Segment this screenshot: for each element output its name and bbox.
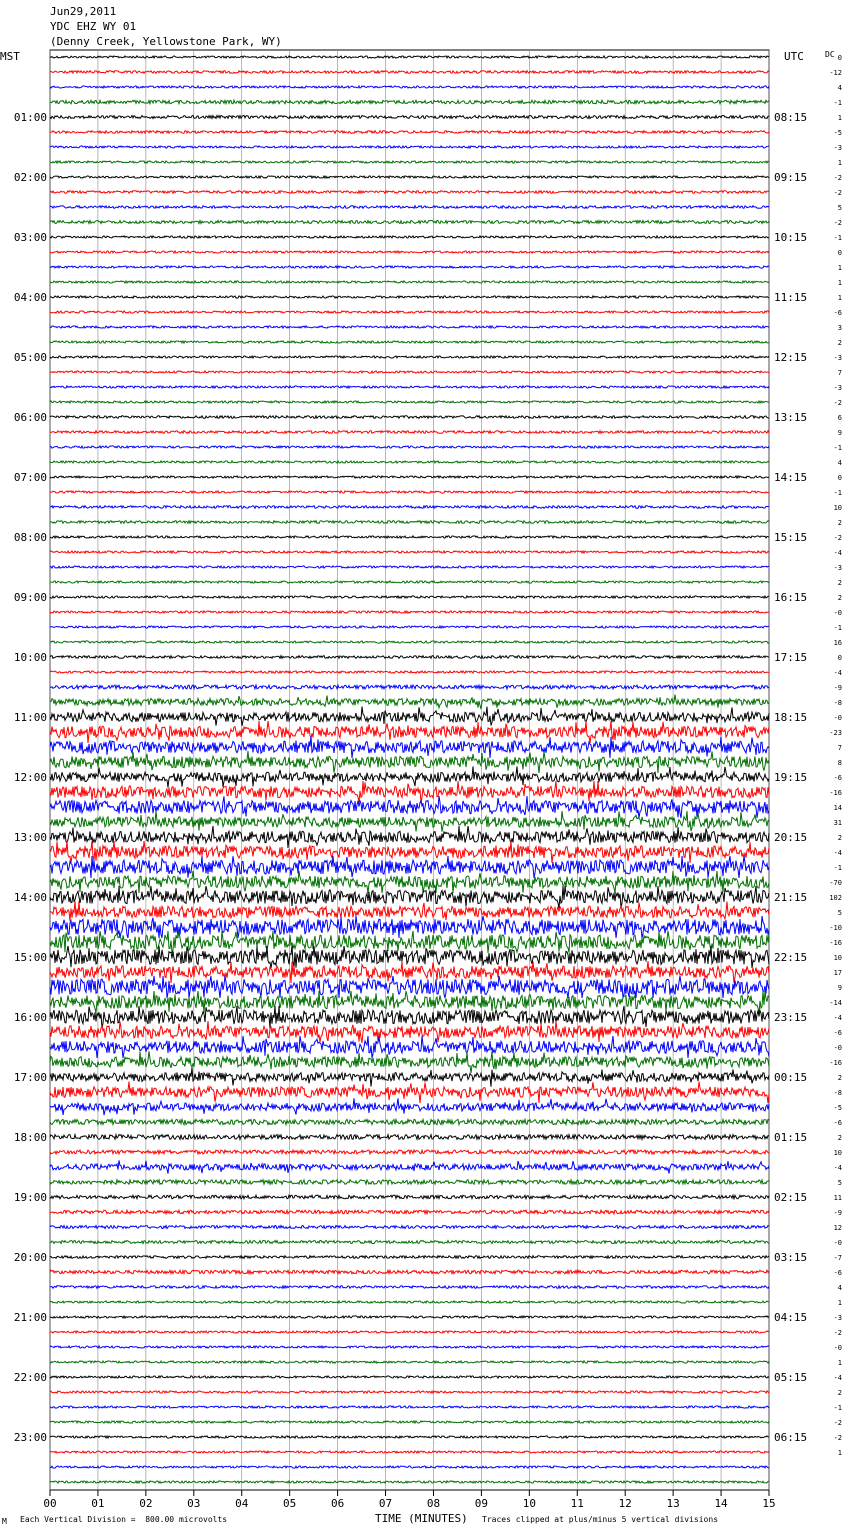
right-hour-label: 11:15 [774,291,808,304]
dc-offset-label: -7 [833,1254,842,1262]
seismic-trace [50,506,769,509]
x-tick-label: 02 [139,1497,153,1510]
dc-offset-label: 0 [837,474,842,482]
dc-offset-label: 10 [833,1149,842,1157]
right-hour-label: 01:15 [774,1131,808,1144]
dc-offset-label: -2 [833,174,842,182]
seismic-trace [50,976,769,998]
seismic-trace [50,781,769,803]
dc-offset-label: 31 [833,819,842,827]
seismic-trace [50,931,769,953]
seismic-trace [50,1119,769,1124]
dc-offset-label: -10 [829,924,842,932]
right-hour-label: 15:15 [774,531,808,544]
dc-offset-label: -3 [833,1314,842,1322]
seismic-trace [50,886,769,908]
x-tick-label: 15 [762,1497,776,1510]
dc-offset-label: 14 [833,804,842,812]
dc-offset-label: -16 [829,939,842,947]
left-hour-label: 16:00 [13,1011,47,1024]
seismic-trace [50,707,769,726]
right-hour-label: 05:15 [774,1371,808,1384]
seismic-trace [50,751,769,773]
left-hour-label: 20:00 [13,1251,47,1264]
dc-offset-label: 5 [837,909,842,917]
station-code: YDC EHZ WY 01 [50,20,137,33]
right-hour-label: 00:15 [774,1071,808,1084]
left-hour-label: 22:00 [13,1371,47,1384]
left-hour-label: 13:00 [13,831,47,844]
dc-offset-label: 5 [837,1179,842,1187]
seismic-trace [50,401,769,403]
left-hour-label: 18:00 [13,1131,47,1144]
dc-offset-label: 1 [837,279,842,287]
seismic-trace [50,826,769,848]
dc-offset-label: -6 [833,1029,842,1037]
dc-offset-label: 2 [837,339,842,347]
dc-offset-label: 1 [837,1449,842,1457]
left-hour-label: 15:00 [13,951,47,964]
left-hour-label: 11:00 [13,711,47,724]
seismic-trace [50,1436,769,1438]
dc-offset-label: 3 [837,324,842,332]
dc-offset-label: 2 [837,579,842,587]
dc-offset-label: -0 [833,609,842,617]
right-hour-label: 20:15 [774,831,808,844]
seismic-trace [50,1051,769,1073]
dc-offset-label: 7 [837,369,842,377]
x-tick-label: 06 [330,1497,345,1510]
right-hour-label: 13:15 [774,411,808,424]
dc-offset-label: 1 [837,294,842,302]
dc-offset-label: 1 [837,1299,842,1307]
x-axis-label: TIME (MINUTES) [375,1512,468,1525]
dc-offset-label: -0 [833,1239,842,1247]
seismic-trace [50,1098,769,1115]
seismic-trace [50,281,769,283]
seismic-trace [50,446,769,448]
seismic-trace [50,356,769,358]
scale-note: Each Vertical Division = 800.00 microvolts [20,1515,228,1524]
seismic-trace [50,191,769,194]
dc-offset-label: -8 [833,699,842,707]
seismic-trace [50,1135,769,1140]
seismic-trace [50,56,769,58]
seismic-trace [50,1180,769,1184]
dc-offset-label: 6 [837,414,842,422]
seismic-trace [50,326,769,328]
dc-offset-label: -6 [833,774,842,782]
seismic-trace [50,1006,769,1028]
right-hour-label: 12:15 [774,351,808,364]
x-tick-label: 12 [618,1497,632,1510]
clip-note: Traces clipped at plus/minus 5 vertical divisions [482,1515,719,1524]
dc-offset-label: -5 [833,1104,842,1112]
trace-group [50,56,769,1483]
seismic-trace [50,991,769,1013]
seismic-trace [50,431,769,434]
dc-offset-label: -2 [833,189,842,197]
dc-offset-label: -0 [833,714,842,722]
dc-offset-label: 9 [837,429,842,437]
seismic-trace [50,1082,769,1104]
dc-offset-label: 10 [833,504,842,512]
right-hour-label: 16:15 [774,591,808,604]
dc-offset-label: -16 [829,1059,842,1067]
seismic-trace [50,871,769,893]
dc-offset-label: -4 [833,1374,842,1382]
dc-offset-label: -23 [829,729,842,737]
x-tick-label: 04 [235,1497,249,1510]
left-hour-label: 01:00 [13,111,47,124]
dc-offset-label: -2 [833,1434,842,1442]
right-hour-label: 22:15 [774,951,808,964]
dc-offset-label: -4 [833,549,842,557]
left-hour-label: 23:00 [13,1431,47,1444]
dc-offset-label: 9 [837,984,842,992]
dc-offset-label: 1 [837,114,842,122]
right-hour-label: 21:15 [774,891,808,904]
seismic-trace [50,1226,769,1229]
dc-offset-label: 4 [837,84,842,92]
dc-offset-label: -2 [833,399,842,407]
right-timezone-label: UTC [784,50,804,63]
x-tick-label: 03 [187,1497,201,1510]
dc-offset-label: -0 [833,1344,842,1352]
dc-offset-label: 2 [837,1074,842,1082]
left-hour-label: 12:00 [13,771,47,784]
seismic-trace [50,551,769,553]
dc-offset-label: -1 [833,864,842,872]
dc-offset-label: 12 [833,1224,842,1232]
left-hour-label: 07:00 [13,471,47,484]
left-hour-label: 19:00 [13,1191,47,1204]
seismic-trace [50,311,769,313]
dc-offset-label: -2 [833,219,842,227]
seismic-trace [50,266,769,268]
dc-offset-label: -1 [833,234,842,242]
left-hour-label: 17:00 [13,1071,47,1084]
right-hour-label: 04:15 [774,1311,808,1324]
seismic-trace [50,721,769,743]
dc-offset-label: 11 [833,1194,842,1202]
seismic-trace [50,656,769,659]
right-hour-label: 09:15 [774,171,808,184]
seismic-trace [50,1346,769,1348]
seismic-trace [50,221,769,224]
dc-offset-label: -14 [829,999,842,1007]
seismic-trace [50,146,769,148]
dc-offset-label: -12 [829,69,842,77]
seismic-trace [50,1021,769,1043]
dc-offset-label: 2 [837,834,842,842]
seismic-trace [50,71,769,74]
seismic-trace [50,536,769,538]
right-hour-label: 18:15 [774,711,808,724]
x-tick-label: 11 [570,1497,584,1510]
seismic-trace [50,611,769,613]
dc-offset-label: 1 [837,264,842,272]
dc-offset-label: -4 [833,669,842,677]
seismic-trace [50,1481,769,1483]
seismic-trace [50,1376,769,1378]
seismic-trace [50,1270,769,1274]
dc-offset-label: 102 [829,894,842,902]
seismic-trace [50,946,769,968]
right-hour-label: 14:15 [774,471,808,484]
left-hour-label: 08:00 [13,531,47,544]
right-hour-label: 17:15 [774,651,808,664]
seismic-trace [50,796,769,818]
seismic-trace [50,581,769,583]
dc-offset-label: -2 [833,1419,842,1427]
seismic-trace [50,1068,769,1087]
dc-offset-label: -1 [833,99,842,107]
dc-offset-label: -3 [833,354,842,362]
dc-offset-label: -9 [833,1209,842,1217]
dc-offset-label: -3 [833,384,842,392]
dc-offset-label: -16 [829,789,842,797]
dc-offset-label: 2 [837,594,842,602]
dc-offset-label: 2 [837,1134,842,1142]
x-tick-label: 00 [43,1497,57,1510]
dc-offset-label: -6 [833,1119,842,1127]
left-hour-label: 04:00 [13,291,47,304]
seismic-trace [50,461,769,463]
seismic-trace [50,811,769,832]
right-hour-label: 03:15 [774,1251,808,1264]
dc-offset-label: 1 [837,1359,842,1367]
dc-offset-label: -3 [833,144,842,152]
seismic-trace [50,371,769,373]
x-tick-label: 14 [714,1497,728,1510]
dc-offset-label: -1 [833,444,842,452]
plot-date: Jun29,2011 [50,5,117,18]
seismic-trace [50,1421,769,1423]
left-hour-label: 14:00 [13,891,47,904]
x-tick-label: 05 [283,1497,297,1510]
dc-offset-label: 8 [837,759,842,767]
dc-offset-label: 0 [837,654,842,662]
left-hour-label: 10:00 [13,651,47,664]
dc-offset-label: -5 [833,129,842,137]
right-hour-label: 19:15 [774,771,808,784]
seismic-trace [50,695,769,710]
seismic-trace [50,766,769,787]
left-hour-label: 21:00 [13,1311,47,1324]
left-timezone-label: MST [0,50,20,63]
dc-offset-label: 17 [833,969,842,977]
left-hour-label: 09:00 [13,591,47,604]
seismic-trace [50,416,769,419]
seismic-trace [50,100,769,104]
seismic-trace [50,86,769,88]
seismic-trace [50,841,769,863]
dc-offset-label: 5 [837,204,842,212]
right-hour-label: 10:15 [774,231,808,244]
seismic-trace [50,1391,769,1393]
seismic-trace [50,1150,769,1154]
dc-column-label: DC [825,50,835,59]
label-group [14,54,842,1510]
dc-offset-label: -4 [833,1014,842,1022]
seismic-trace [50,1406,769,1408]
dc-offset-label: -1 [833,1404,842,1412]
dc-offset-label: -9 [833,684,842,692]
seismic-trace [50,1256,769,1259]
dc-offset-label: 4 [837,459,842,467]
dc-offset-label: -2 [833,534,842,542]
seismic-trace [50,131,769,134]
seismic-trace [50,341,769,343]
x-tick-label: 07 [378,1497,393,1510]
seismic-trace [50,1451,769,1453]
right-hour-label: 02:15 [774,1191,808,1204]
dc-offset-label: -6 [833,309,842,317]
left-hour-label: 02:00 [13,171,47,184]
x-tick-label: 13 [666,1497,680,1510]
dc-offset-label: -4 [833,1164,842,1172]
dc-offset-label: -6 [833,1269,842,1277]
seismic-trace [50,1361,769,1363]
right-hour-label: 23:15 [774,1011,808,1024]
x-tick-label: 01 [91,1497,105,1510]
seismic-trace [50,1286,769,1289]
left-hour-label: 03:00 [13,231,47,244]
dc-offset-label: 4 [837,1284,842,1292]
left-hour-label: 05:00 [13,351,47,364]
seismic-trace [50,671,769,673]
dc-offset-label: 7 [837,744,842,752]
seismic-trace [50,116,769,119]
seismic-trace [50,521,769,524]
seismic-trace [50,596,769,598]
seismic-trace [50,236,769,238]
seismic-trace [50,251,769,253]
seismic-trace [50,566,769,568]
seismic-trace [50,1466,769,1468]
seismic-trace [50,1331,769,1333]
seismic-trace [50,1301,769,1303]
seismic-trace [50,736,769,758]
x-tick-label: 09 [474,1497,489,1510]
dc-offset-label: -1 [833,489,842,497]
seismic-trace [50,901,769,921]
dc-offset-label: 10 [833,954,842,962]
seismic-trace [50,626,769,628]
seismic-trace [50,1160,769,1173]
x-tick-label: 08 [426,1497,441,1510]
dc-offset-label: 2 [837,1389,842,1397]
seismic-trace [50,685,769,689]
seismic-trace [50,206,769,209]
station-location: (Denny Creek, Yellowstone Park, WY) [50,35,282,48]
dc-offset-label: -8 [833,1089,842,1097]
seismic-trace [50,1036,769,1058]
right-hour-label: 08:15 [774,111,808,124]
dc-offset-label: 1 [837,159,842,167]
dc-offset-label: -1 [833,624,842,632]
x-tick-label: 10 [522,1497,536,1510]
dc-offset-label: -4 [833,849,842,857]
dc-offset-label: 0 [837,249,842,257]
dc-offset-label: 16 [833,639,842,647]
seismic-trace [50,476,769,478]
seismic-trace [50,1316,769,1318]
seismic-trace [50,1195,769,1199]
seismic-trace [50,176,769,178]
seismic-trace [50,1241,769,1244]
seismic-trace [50,916,769,938]
seismic-trace [50,296,769,298]
corner-mark: M [2,1517,7,1526]
right-hour-label: 06:15 [774,1431,808,1444]
dc-offset-label: 0 [837,54,842,62]
dc-offset-label: -3 [833,564,842,572]
dc-offset-label: -2 [833,1329,842,1337]
seismic-trace [50,386,769,388]
seismic-trace [50,856,769,878]
seismic-trace [50,161,769,163]
left-hour-label: 06:00 [13,411,47,424]
seismic-trace [50,491,769,493]
dc-offset-label: -0 [833,1044,842,1052]
seismic-trace [50,641,769,643]
dc-offset-label: 2 [837,519,842,527]
dc-offset-label: -70 [829,879,842,887]
seismic-trace [50,1210,769,1214]
